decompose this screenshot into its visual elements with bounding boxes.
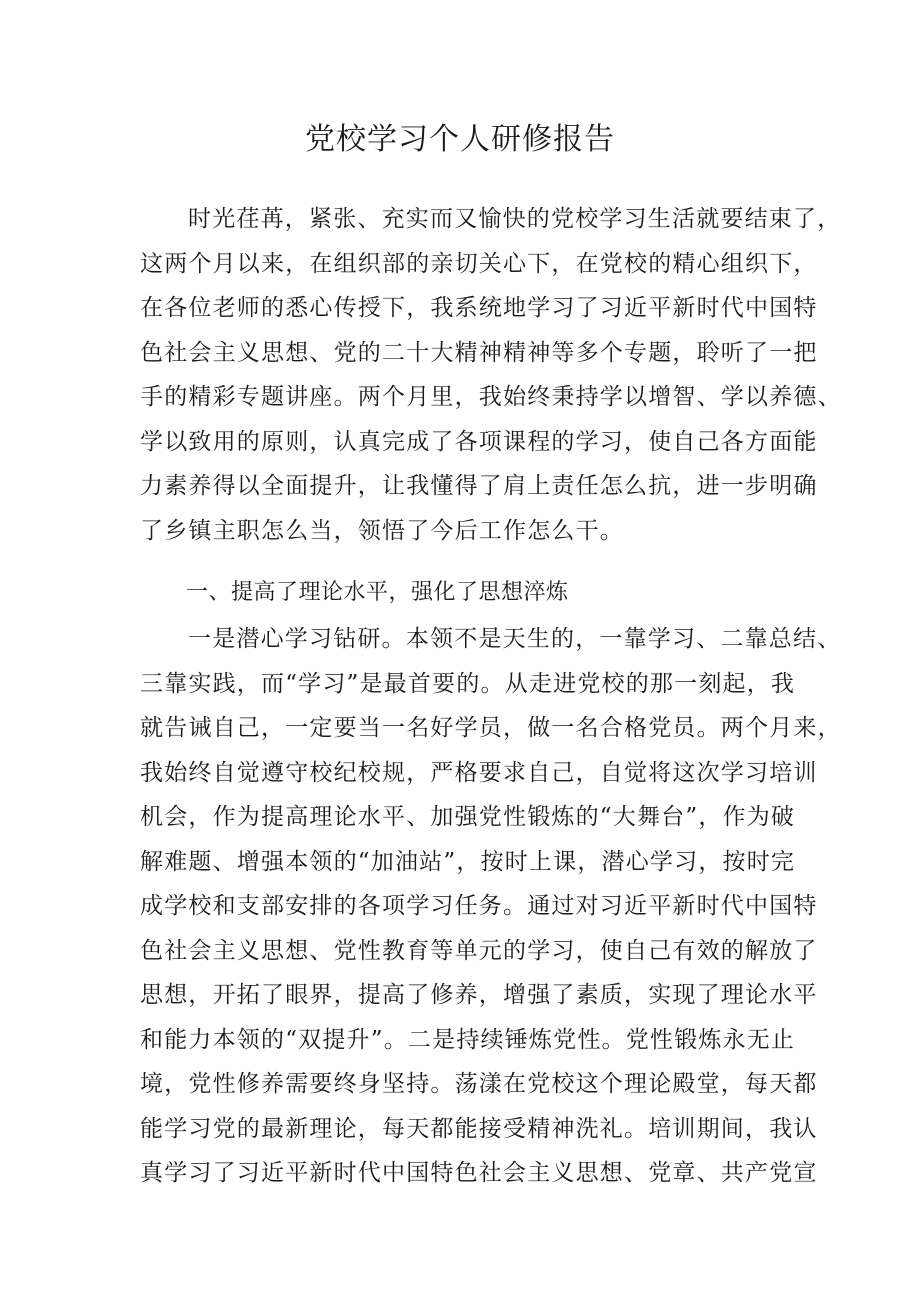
paragraph-line: 时光荏苒，紧张、充实而又愉快的党校学习生活就要结束了， xyxy=(188,206,842,232)
paragraph-line: 就告诫自己，一定要当一名好学员，做一名合格党员。两个月来， xyxy=(140,715,842,741)
paragraph-line: 学以致用的原则，认真完成了各项课程的学习，使自己各方面能 xyxy=(140,428,818,455)
paragraph-line: 手的精彩专题讲座。两个月里，我始终秉持学以增智、学以养德、 xyxy=(140,384,842,410)
paragraph-line: 了乡镇主职怎么当，领悟了今后工作怎么干。 xyxy=(140,517,624,544)
paragraph-line: 色社会主义思想、党的二十大精神精神等多个专题，聆听了一把 xyxy=(140,339,818,366)
paragraph-line: 色社会主义思想、党性教育等单元的学习，使自己有效的解放了 xyxy=(140,937,818,964)
paragraph-line: 真学习了习近平新时代中国特色社会主义思想、党章、共产党宣 xyxy=(140,1160,818,1186)
paragraph-line: 境，党性修养需要终身坚持。荡漾在党校这个理论殿堂，每天都 xyxy=(140,1071,818,1097)
paragraph-intro xyxy=(140,197,842,553)
paragraph-line: 这两个月以来，在组织部的亲切关心下，在党校的精心组织下， xyxy=(140,250,818,277)
paragraph-section-1 xyxy=(140,617,842,1196)
paragraph-line: 思想，开拓了眼界，提高了修养，增强了素质，实现了理论水平 xyxy=(140,982,818,1008)
paragraph-line: 我始终自觉遵守校纪校规，严格要求自己，自觉将这次学习培训 xyxy=(140,759,818,786)
paragraph-line: 解难题、增强本领的“加油站”，按时上课，潜心学习，按时完 xyxy=(140,848,796,875)
paragraph-line: 机会，作为提高理论水平、加强党性锻炼的“大舞台”，作为破 xyxy=(140,804,796,830)
paragraph-line: 在各位老师的悉心传授下，我系统地学习了习近平新时代中国特 xyxy=(140,295,818,321)
paragraph-line: 一是潜心学习钻研。本领不是天生的，一靠学习、二靠总结、 xyxy=(188,626,842,652)
paragraph-line: 和能力本领的“双提升”。二是持续锤炼党性。党性锻炼永无止 xyxy=(140,1026,796,1053)
document-title: 党校学习个人研修报告 xyxy=(305,122,615,157)
paragraph-line: 三靠实践，而“学习”是最首要的。从走进党校的那一刻起，我 xyxy=(140,670,796,697)
paragraph-line: 能学习党的最新理论，每天都能接受精神洗礼。培训期间，我认 xyxy=(140,1115,818,1142)
paragraph-line: 成学校和支部安排的各项学习任务。通过对习近平新时代中国特 xyxy=(140,893,818,919)
paragraph-line: 力素养得以全面提升，让我懂得了肩上责任怎么抗，进一步明确 xyxy=(140,473,818,499)
section-heading: 一、提高了理论水平，强化了思想淬炼 xyxy=(186,580,569,605)
